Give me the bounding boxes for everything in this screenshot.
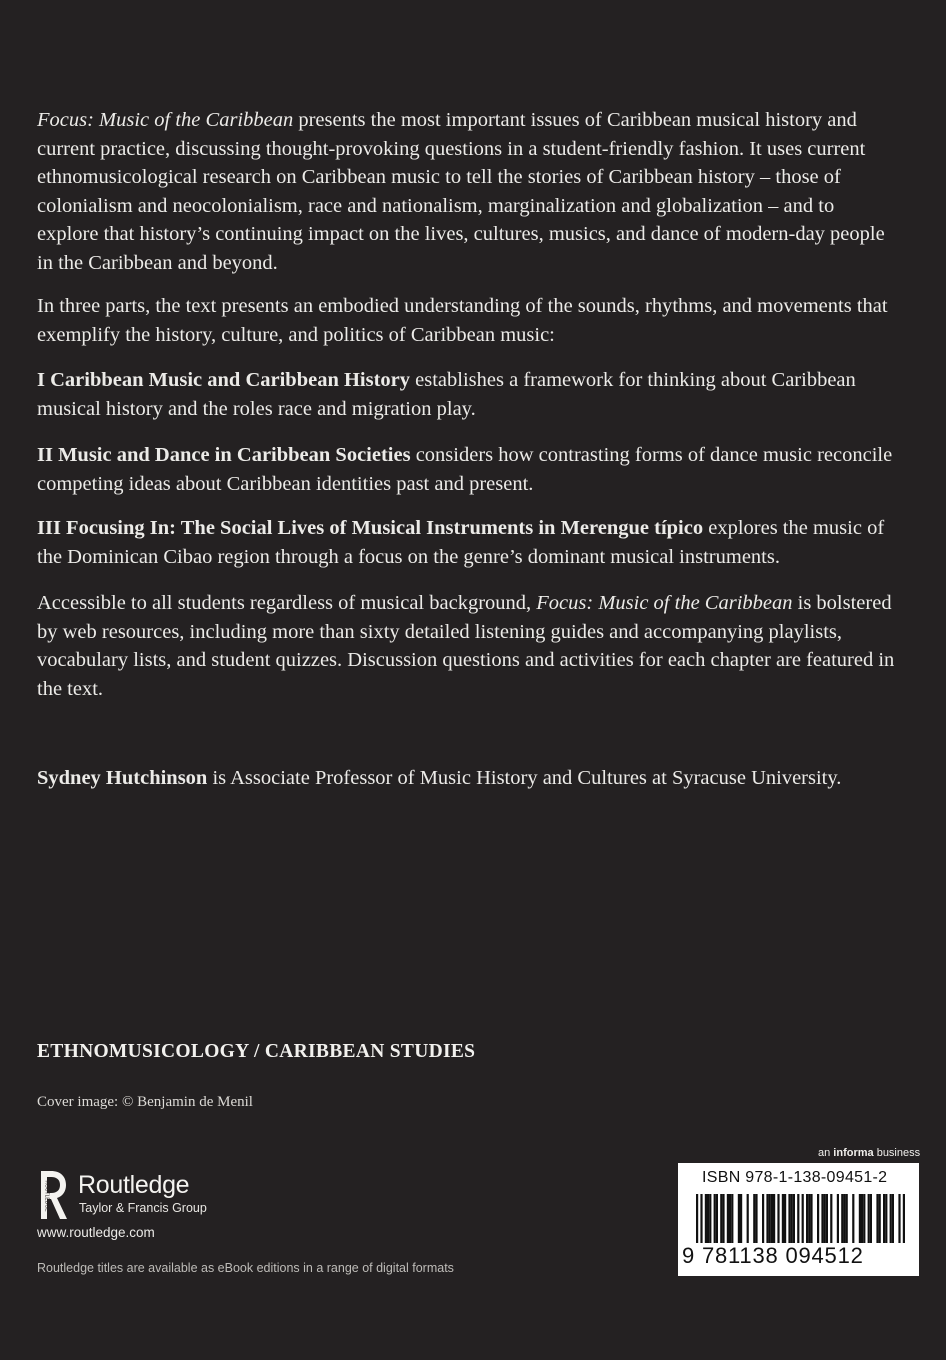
barcode-bar (852, 1194, 854, 1243)
barcode-bar (837, 1194, 839, 1243)
barcode-bar (861, 1194, 863, 1243)
description-paragraph-6: Accessible to all students regardless of musical background, Focus: Music of the Caribbean is bolstered by web resources, including more than sixty detailed listening guides and accompanying playlists, vocabulary lists, and student quizzes. Discussion questions and activities for each chapter are featured in the text. (37, 592, 895, 700)
barcode-bar (826, 1194, 828, 1243)
barcode-bar (817, 1194, 819, 1243)
barcode-bar (890, 1194, 892, 1243)
description-text: presents the most important issues of Caribbean musical history and current practice, discussing thought-provoking questions in a student-friendly fashion. It uses current ethnomusicological research on Caribbean music to tell the stories of Caribbean history – those of colonialism and neocolonialism, race and nationalism, marginalization and globalization – and to explore that history’s continuing impact on the lives, cultures, musics, and dance of modern-day people in the Caribbean and beyond. (37, 109, 885, 274)
barcode-bar (841, 1194, 843, 1243)
part-two-title: II Music and Dance in Caribbean Societies (37, 444, 411, 466)
barcode-bar (784, 1194, 786, 1243)
barcode-bar (810, 1194, 812, 1243)
author-name: Sydney Hutchinson (37, 767, 208, 789)
barcode-bar (892, 1194, 894, 1243)
informa-business-tag: an informa business (818, 1147, 921, 1159)
barcode-bar (731, 1194, 733, 1243)
barcode-bar (806, 1194, 808, 1243)
cover-image-credit: Cover image: © Benjamin de Menil (37, 1094, 253, 1110)
barcode-bar (705, 1194, 707, 1243)
part-two-paragraph (37, 441, 897, 498)
barcode-bar (766, 1194, 768, 1243)
subject-category: ETHNOMUSICOLOGY / CARIBBEAN STUDIES (37, 1041, 476, 1062)
barcode-bar (782, 1194, 784, 1243)
barcode-bar (824, 1194, 826, 1243)
barcode-bar (738, 1194, 740, 1243)
barcode-bar (771, 1194, 773, 1243)
barcode-bar (898, 1194, 900, 1243)
publisher-website[interactable]: www.routledge.com (37, 1225, 155, 1240)
barcode-bar (830, 1194, 832, 1243)
part-two-text: considers how contrasting forms of dance music reconcile competing ideas about Caribbean identities past and present. (37, 444, 893, 495)
barcode-bar (769, 1194, 771, 1243)
description-paragraph-2: In three parts, the text presents an embodied understanding of the sounds, rhythms, and movements that exemplify the history, culture, and politics of Caribbean music: (37, 295, 888, 346)
routledge-logo (37, 1169, 237, 1221)
barcode-bar (707, 1194, 709, 1243)
part-one-title: I Caribbean Music and Caribbean History (37, 369, 411, 391)
svg-text:ROUTLEDGE: ROUTLEDGE (43, 1180, 50, 1212)
barcode-bar (720, 1194, 722, 1243)
barcode-bar (870, 1194, 872, 1243)
barcode-box (678, 1163, 919, 1276)
barcode-bar (821, 1194, 823, 1243)
barcode-bar (791, 1194, 793, 1243)
part-one-paragraph (37, 366, 897, 423)
routledge-r-icon (37, 1169, 69, 1221)
barcode-bar (740, 1194, 742, 1243)
part-three-paragraph (37, 514, 897, 571)
barcode-bar (859, 1194, 861, 1243)
barcode-bar (846, 1194, 848, 1243)
barcode-bar (788, 1194, 790, 1243)
description-paragraph-1 (37, 106, 897, 278)
barcode-bar (885, 1194, 887, 1243)
barcode-bar (903, 1194, 905, 1243)
barcode-bar (714, 1194, 716, 1243)
isbn-label: ISBN 978-1-138-09451-2 (702, 1169, 888, 1186)
barcode-bar (727, 1194, 729, 1243)
barcode-bar (879, 1194, 881, 1243)
book-title: Focus: Music of the Caribbean (536, 592, 793, 614)
barcode-bar (755, 1194, 757, 1243)
barcode-bar (753, 1194, 755, 1243)
barcode-bar (863, 1194, 865, 1243)
barcode-bar (696, 1194, 698, 1243)
part-three-title: III Focusing In: The Social Lives of Musical Instruments in Merengue típico (37, 517, 704, 539)
barcode-bar (722, 1194, 724, 1243)
barcode-bar (700, 1194, 702, 1243)
author-bio-text: is Associate Professor of Music History and Cultures at Syracuse University. (207, 767, 842, 789)
barcode-bar (709, 1194, 711, 1243)
barcode-bar (868, 1194, 870, 1243)
publisher-name: Routledge (78, 1171, 190, 1199)
part-one-text: establishes a framework for thinking about Caribbean musical history and the roles race and migration play. (37, 369, 856, 420)
barcode-bar (793, 1194, 795, 1243)
barcode-bar (762, 1194, 764, 1243)
barcode-bar (876, 1194, 878, 1243)
barcode-bar (808, 1194, 810, 1243)
barcode-bar (802, 1194, 804, 1243)
barcode-bar (747, 1194, 749, 1243)
barcode-bar (883, 1194, 885, 1243)
barcode-digits: 9 781138 094512 (682, 1243, 864, 1268)
author-bio (37, 764, 897, 793)
barcode-bar (773, 1194, 775, 1243)
barcode-bar (729, 1194, 731, 1243)
part-three-text: explores the music of the Dominican Cibao region through a focus on the genre’s dominant musical instruments. (37, 517, 885, 568)
barcode-bar (777, 1194, 779, 1243)
barcode-bar (797, 1194, 799, 1243)
ebook-note: Routledge titles are available as eBook editions in a range of digital formats (37, 1261, 454, 1275)
barcode-bar (843, 1194, 845, 1243)
barcode-bar (716, 1194, 718, 1243)
publisher-group: Taylor & Francis Group (79, 1201, 207, 1215)
book-title: Focus: Music of the Caribbean (37, 109, 294, 131)
